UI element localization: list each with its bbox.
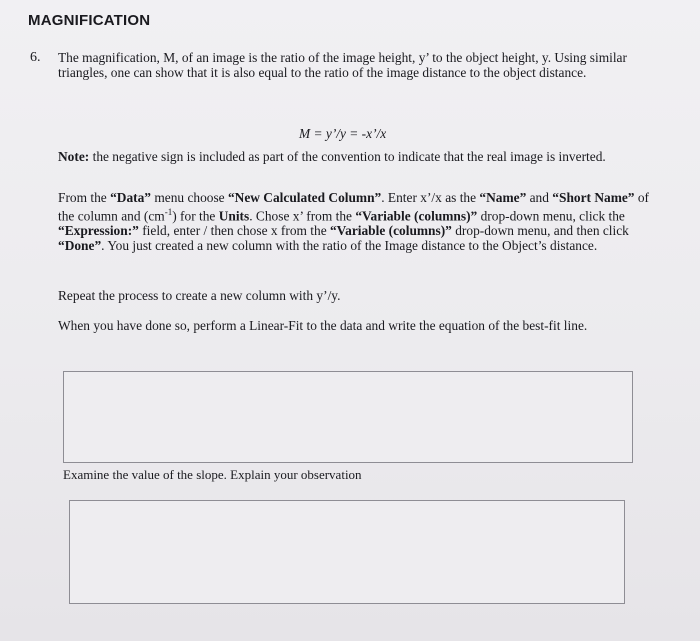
instr-text: field, enter / then chose x from the bbox=[138, 223, 330, 239]
slope-answer-box[interactable] bbox=[69, 500, 625, 604]
section-heading: MAGNIFICATION bbox=[28, 12, 151, 29]
instr-bold: “Data” bbox=[110, 190, 151, 205]
instr-bold: “Short Name” bbox=[552, 190, 635, 205]
magnification-equation: M = y’/y = -x’/x bbox=[299, 126, 387, 141]
examine-paragraph: Examine the value of the slope. Explain your observation bbox=[63, 467, 362, 482]
instr-bold: “Done” bbox=[58, 238, 102, 254]
instr-text: ) for the bbox=[172, 208, 219, 224]
note-label: Note: bbox=[58, 149, 90, 164]
instr-text: drop-down menu, and then click bbox=[451, 223, 629, 239]
instr-bold: “Expression:” bbox=[58, 223, 139, 239]
instr-text: of the column and (cm bbox=[58, 190, 650, 224]
instr-text: menu choose bbox=[151, 190, 228, 205]
instr-bold: “Variable (columns)” bbox=[329, 223, 452, 239]
instructions-paragraph bbox=[58, 190, 658, 253]
instr-text: and bbox=[526, 190, 553, 205]
instr-bold: “Name” bbox=[479, 190, 527, 205]
question-number: 6. bbox=[30, 50, 41, 65]
note-paragraph bbox=[58, 149, 658, 164]
equation-answer-box[interactable] bbox=[63, 371, 633, 463]
instr-text: From the bbox=[58, 190, 111, 205]
units-superscript: -1 bbox=[164, 207, 173, 217]
note-text: the negative sign is included as part of the convention to indicate that the real image is inverted. bbox=[92, 149, 606, 164]
instr-text: drop-down menu, click the bbox=[477, 208, 625, 224]
instr-bold: Units bbox=[218, 208, 250, 224]
linear-fit-paragraph: When you have done so, perform a Linear-Fit to the data and write the equation of the best-fit line. bbox=[58, 318, 588, 333]
intro-paragraph: The magnification, M, of an image is the ratio of the image height, y’ to the object height, y. Using similar triangles, one can show that it is also equal to the ratio of the image distance to the object distance. bbox=[58, 50, 627, 80]
instr-text: . You just created a new column with the ratio of the Image distance to the Object’s distance. bbox=[101, 238, 598, 254]
instr-text: . Enter x’/x as the bbox=[381, 190, 480, 205]
repeat-paragraph: Repeat the process to create a new column with y’/y. bbox=[58, 288, 341, 303]
instr-bold: “New Calculated Column” bbox=[227, 190, 382, 205]
instr-text: . Chose x’ from the bbox=[249, 208, 356, 224]
instr-bold: “Variable (columns)” bbox=[355, 208, 478, 224]
